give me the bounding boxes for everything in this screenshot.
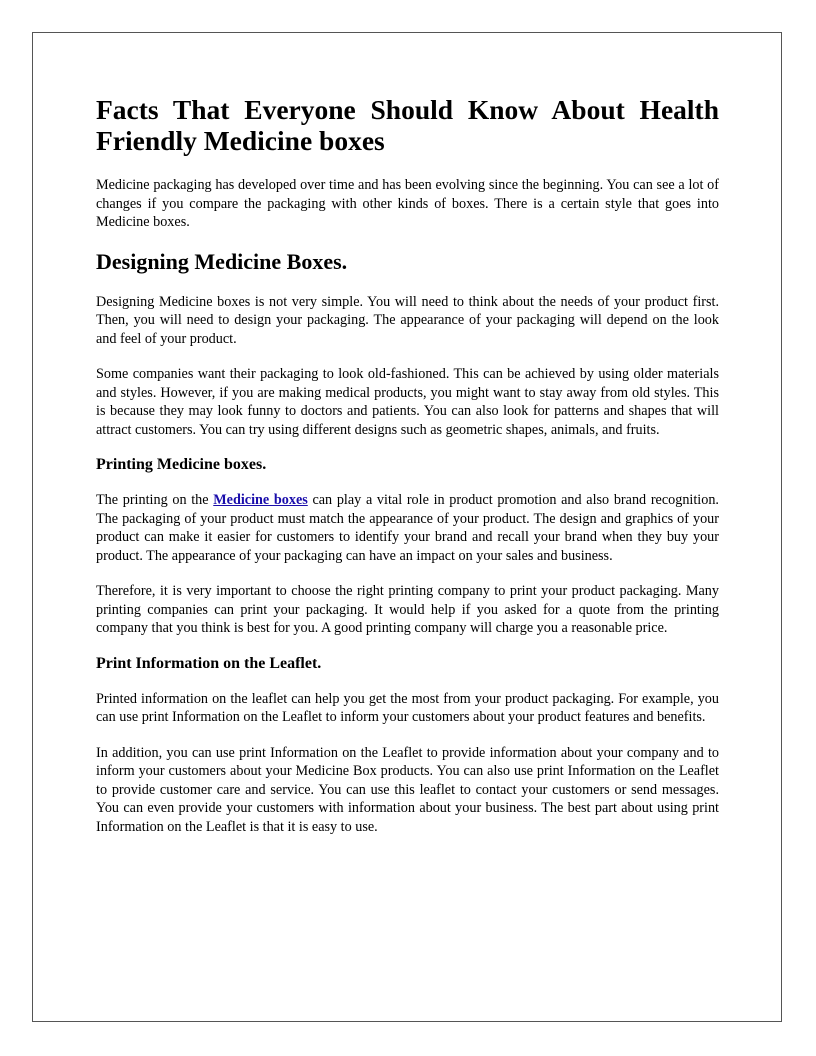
designing-paragraph-2: Some companies want their packaging to look old-fashioned. This can be achieved by using older materials and styles. However, if you are making medical products, you might want to stay away from old styles. This is because they may look funny to doctors and patients. You can also look for patterns and shapes that will attract customers. You can try using different designs such as geometric shapes, animals, and fruits. [96, 366, 719, 438]
document-title [96, 94, 719, 156]
section-heading-printing: Printing Medicine boxes. [96, 456, 267, 473]
printing-text-after-link: can play a vital role in product promotion and also brand recognition. The packaging of your product must match the appearance of your product. The design and graphics of your product can make it easier for customers to identify your brand and recall your brand when they buy your product. The appearance of your packaging can have an impact on your sales and business. [96, 492, 719, 564]
section-heading-leaflet: Print Information on the Leaflet. [96, 654, 322, 672]
document-content [96, 94, 719, 853]
title-line-1: Facts That Everyone Should Know About Health [96, 94, 719, 125]
printing-paragraph-2: Therefore, it is very important to choose the right printing company to print your product packaging. Many printing companies can print your packaging. It would help if you asked for a quote from the printing company that you think is best for you. A good printing company will charge you a reasonable price. [96, 583, 719, 636]
title-line-2: Friendly Medicine boxes [96, 125, 385, 156]
printing-text-before-link: The printing on the [96, 492, 214, 508]
section-heading-designing: Designing Medicine Boxes. [96, 248, 348, 274]
intro-paragraph: Medicine packaging has developed over time and has been evolving since the beginning. You can see a lot of changes if you compare the packaging with other kinds of boxes. There is a certain style that goes into Medicine boxes. [96, 177, 719, 230]
leaflet-paragraph-2: In addition, you can use print Information on the Leaflet to provide information about your company and to inform your customers about your Medicine Box products. You can also use print Information on the Leaflet to provide customer care and service. You can use this leaflet to contact your customers or send messages. You can even provide your customers with information about your business. The best part about using print Information on the Leaflet is that it is easy to use. [96, 744, 719, 835]
leaflet-paragraph-1: Printed information on the leaflet can help you get the most from your product packaging. For example, you can use print Information on the Leaflet to inform your customers about your product features and benefits. [96, 690, 719, 725]
designing-paragraph-1: Designing Medicine boxes is not very simple. You will need to think about the needs of your product first. Then, you will need to design your packaging. The appearance of your packaging will depend on the look and feel of your product. [96, 293, 719, 347]
medicine-boxes-link[interactable]: Medicine boxes [213, 492, 308, 508]
printing-paragraph-1 [96, 491, 719, 565]
